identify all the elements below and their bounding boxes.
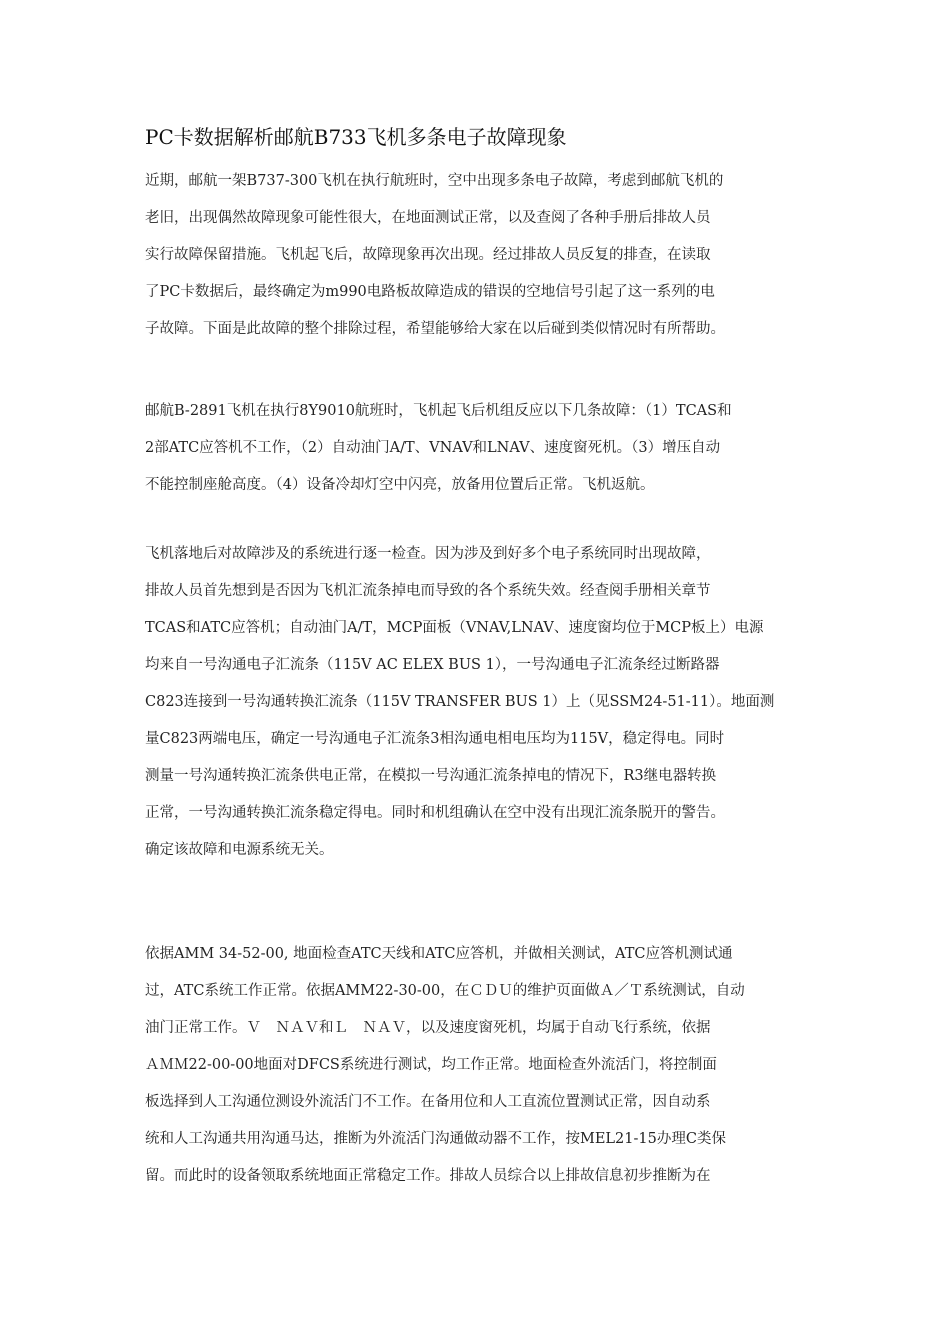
text-line: 正常，一号沟通转换汇流条稳定得电。同时和机组确认在空中没有出现汇流条脱开的警告。	[145, 805, 725, 821]
text-line: 油门正常工作。Ｖ ＮＡＶ和Ｌ ＮＡＶ，以及速度窗死机，均属于自动飞行系统，依据	[145, 1020, 711, 1036]
text-line: 不能控制座舱高度。（4）设备冷却灯空中闪亮，放备用位置后正常。飞机返航。	[145, 477, 655, 493]
text-line: 邮航B-2891飞机在执行8Y9010航班时，飞机起飞后机组反应以下几条故障：（1）TCAS和	[145, 403, 732, 419]
text-line: 子故障。下面是此故障的整个排除过程，希望能够给大家在以后碰到类似情况时有所帮助。	[145, 321, 725, 337]
text-line: 板选择到人工沟通位测设外流活门不工作。在备用位和人工直流位置测试正常，因自动系	[145, 1094, 711, 1110]
text-line: 留。而此时的设备领取系统地面正常稳定工作。排故人员综合以上排故信息初步推断为在	[145, 1168, 711, 1184]
text-line: 实行故障保留措施。飞机起飞后，故障现象再次出现。经过排故人员反复的排查，在读取	[145, 247, 711, 263]
text-line: 飞机落地后对故障涉及的系统进行逐一检查。因为涉及到好多个电子系统同时出现故障，	[145, 546, 711, 562]
paragraph-fault-report	[145, 393, 825, 504]
text-line: 确定该故障和电源系统无关。	[145, 842, 334, 858]
text-line: 排故人员首先想到是否因为飞机汇流条掉电而导致的各个系统失效。经查阅手册相关章节	[145, 583, 711, 599]
text-line: 老旧，出现偶然故障现象可能性很大，在地面测试正常，以及查阅了各种手册后排故人员	[145, 210, 711, 226]
text-line: 了PC卡数据后，最终确定为m990电路板故障造成的错误的空地信号引起了这一系列的电	[145, 284, 715, 300]
text-line: 量C823两端电压，确定一号沟通电子汇流条3相沟通电相电压均为115V，稳定得电。同时	[145, 731, 725, 747]
text-line: TCAS和ATC应答机；自动油门A/T，MCP面板（VNAV,LNAV、速度窗均位于MCP板上）电源	[145, 620, 764, 636]
text-line: 统和人工沟通共用沟通马达，推断为外流活门沟通做动器不工作，按MEL21-15办理C类保	[145, 1131, 726, 1147]
text-line: C823连接到一号沟通转换汇流条（115V TRANSFER BUS 1）上（见SSM24-51-11）。地面测	[145, 694, 775, 710]
text-line: 过，ATC系统工作正常。依据AMM22-30-00，在ＣＤＵ的维护页面做Ａ／Ｔ系统测试，自动	[145, 983, 745, 999]
paragraph-power-check	[145, 536, 825, 869]
text-line: 测量一号沟通转换汇流条供电正常，在模拟一号沟通汇流条掉电的情况下，R3继电器转换	[145, 768, 717, 784]
text-line: 依据AMM 34-52-00, 地面检查ATC天线和ATC应答机，并做相关测试，ATC应答机测试通	[145, 946, 733, 962]
text-line: 2部ATC应答机不工作，（2）自动油门A/T、VNAV和LNAV、速度窗死机。（3）增压自动	[145, 440, 721, 456]
text-line: ＡＭＭ22-00-00地面对DFCS系统进行测试，均工作正常。地面检查外流活门，将控制面	[145, 1057, 717, 1073]
document-title: PC卡数据解析邮航B733飞机多条电子故障现象	[145, 125, 567, 149]
text-line: 均来自一号沟通电子汇流条（115V AC ELEX BUS 1），一号沟通电子汇流条经过断路器	[145, 657, 720, 673]
paragraph-system-tests	[145, 936, 825, 1195]
paragraph-intro	[145, 163, 825, 348]
text-line: 近期，邮航一架B737-300飞机在执行航班时，空中出现多条电子故障，考虑到邮航飞机的	[145, 173, 724, 189]
